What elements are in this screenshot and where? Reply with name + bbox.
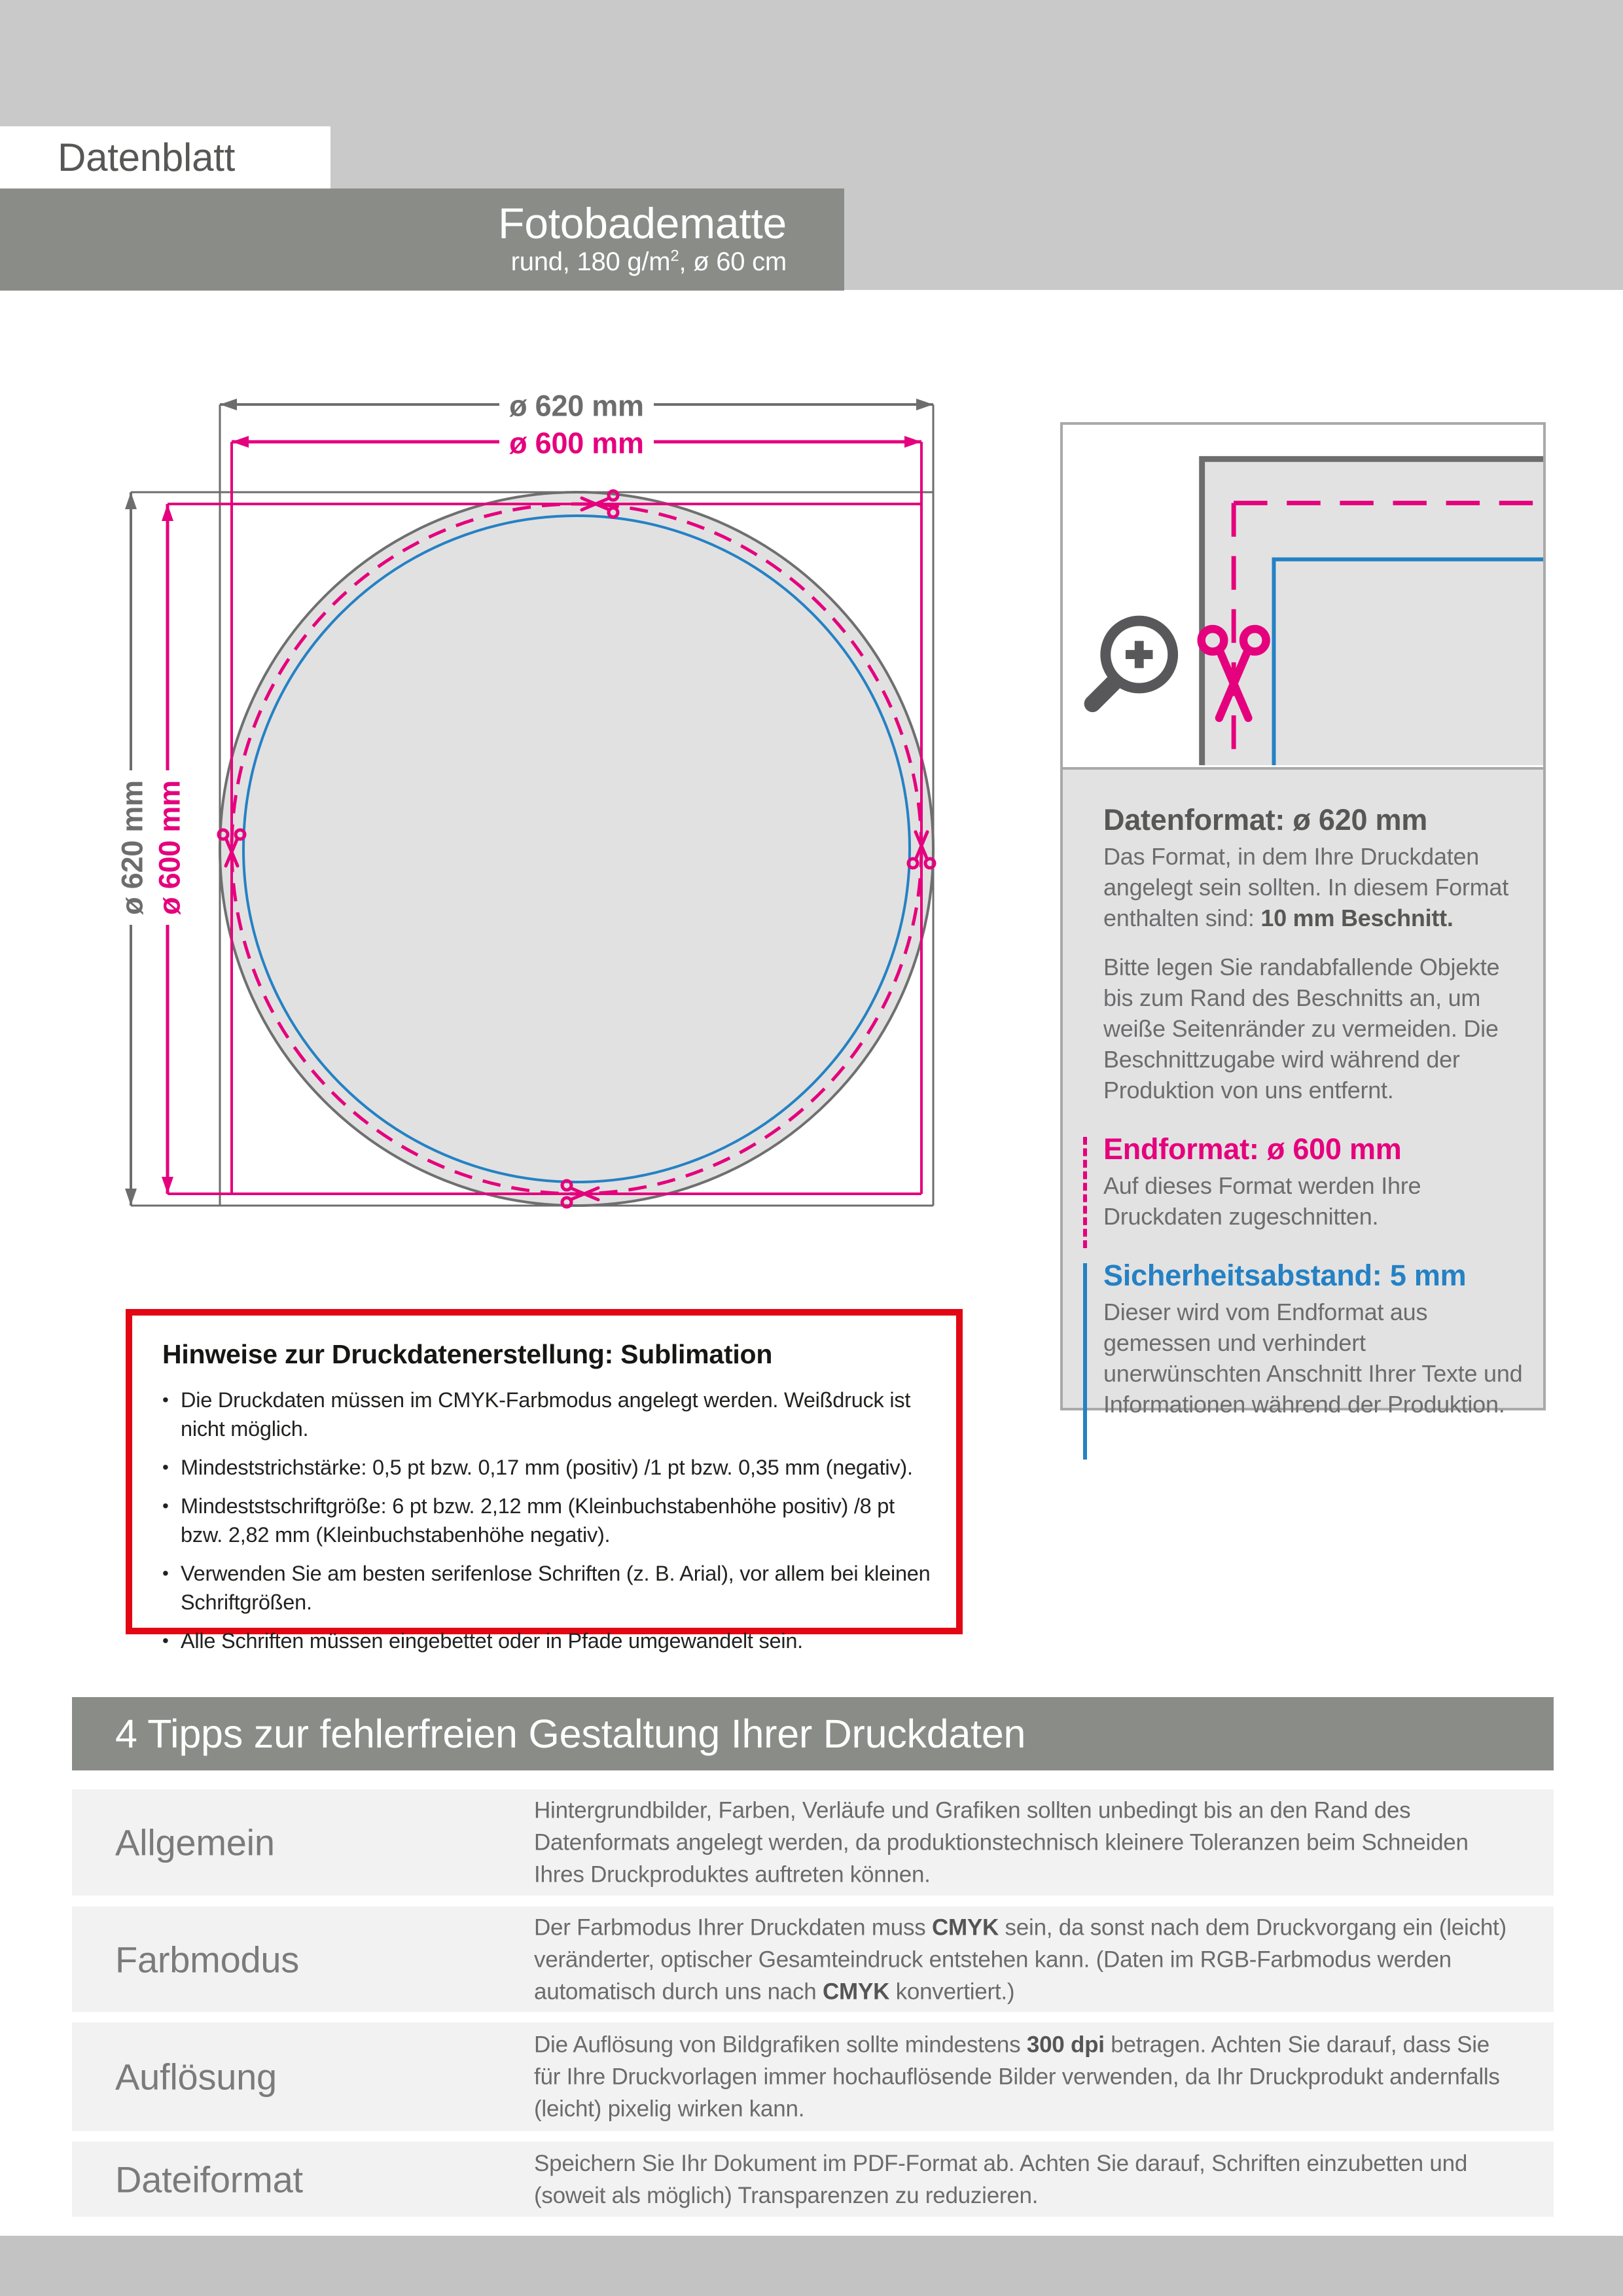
sicherheitsabstand-marker-line (1083, 1263, 1087, 1460)
tip-text: Der Farbmodus Ihrer Druckdaten muss CMYK sein, da sonst nach dem Druckvorgang ein (leicht) veränderter, optischer Gesamteindruck entstehen kann. (Daten im RGB-Farbmodus werden automatisch durch uns nach CMYK konvertiert.) (534, 1914, 1507, 2004)
tip-row-aufloesung (72, 2022, 1554, 2131)
tip-row-allgemein (72, 1789, 1554, 1895)
tips-banner-title: 4 Tipps zur fehlerfreien Gestaltung Ihrer Druckdaten (115, 1712, 1026, 1756)
tip-row-dateiformat (72, 2142, 1554, 2217)
product-banner (0, 188, 844, 291)
product-title: Fotobadematte (498, 198, 787, 247)
dim-620-vertical-label-group (114, 770, 149, 925)
tip-label: Farbmodus (115, 1939, 300, 1980)
hinweise-box (126, 1309, 963, 1653)
dim-620-horizontal-label: ø 620 mm (509, 389, 644, 423)
corner-detail-box (1060, 422, 1546, 767)
tip-text: Speichern Sie Ihr Dokument im PDF-Format ab. Achten Sie darauf, Schriften einzubetten und (soweit als möglich) Transparenzen zu reduzieren. (534, 2150, 1468, 2208)
arrowhead (125, 492, 137, 509)
tip-row-farbmodus (72, 1907, 1554, 2012)
arrowhead (162, 1177, 173, 1194)
hinweise-bullet: • Alle Schriften müssen eingebettet oder in Pfade umgewandelt sein. (162, 1626, 931, 1655)
bullet-dot: • (162, 1496, 169, 1516)
arrowhead (232, 436, 249, 448)
tip-text: Hintergrundbilder, Farben, Verläufe und Grafiken sollten unbedingt bis an den Rand des Datenformats angelegt werden, da produktionstechnisch kleinere Toleranzen beim Schneiden Ihres Druckproduktes auftreten können. (534, 1797, 1469, 1888)
endformat-text: Auf dieses Format werden Ihre Druckdaten zugeschnitten. (1103, 1172, 1421, 1230)
dim-620-vertical-label: ø 620 mm (115, 780, 149, 915)
dimension-diagram (0, 353, 982, 1270)
arrowhead (125, 1189, 137, 1206)
bullet-dot: • (162, 1390, 169, 1410)
arrowhead (220, 399, 237, 410)
bleed-area (1205, 461, 1543, 765)
tip-text: Die Auflösung von Bildgrafiken sollte mindestens 300 dpi betragen. Achten Sie darauf, dass Sie für Ihre Druckvorlagen immer hochauflösende Bilder verwenden, da Ihr Druckprodukt andernfalls (leicht) pixelig wirken kann. (534, 2032, 1500, 2122)
datenformat-circle (220, 492, 933, 1206)
tip-label: Allgemein (115, 1821, 275, 1863)
tip-label: Dateiformat (115, 2159, 303, 2200)
bullet-dot: • (162, 1563, 169, 1583)
datenblatt-label: Datenblatt (58, 135, 236, 179)
arrowhead (916, 399, 933, 410)
endformat-heading: Endformat: ø 600 mm (1103, 1132, 1402, 1166)
dim-600-horizontal-label: ø 600 mm (509, 426, 644, 460)
beschnitt-text: Bitte legen Sie randabfallende Objekte bis zum Rand des Beschnitts an, um weiße Seitenränder zu vermeiden. Die Beschnittzugabe wird während der Produktion von uns entfernt. (1103, 954, 1500, 1104)
datenformat-text: Das Format, in dem Ihre Druckdaten angelegt sein sollten. In diesem Format enthalten sind: 10 mm Beschnitt. (1103, 843, 1508, 932)
corner-detail-illustration (1063, 425, 1543, 767)
tip-label: Auflösung (115, 2056, 277, 2098)
hinweise-bullet: • Verwenden Sie am besten serifenlose Schriften (z. B. Arial), vor allem bei kleinen Schriftgrößen. (162, 1559, 931, 1617)
dim-600-vertical-label-group (151, 770, 187, 925)
tips-banner (72, 1697, 1554, 1770)
bullet-dot: • (162, 1457, 169, 1477)
product-subtitle: rund, 180 $g/m^2$, ø 60 cm (510, 247, 787, 277)
endformat-block (1103, 1132, 1525, 1232)
footer-band (0, 2236, 1623, 2296)
zoom-plus-icon (1093, 621, 1173, 704)
format-info-panel (1060, 767, 1546, 1418)
bullet-dot: • (162, 1630, 169, 1651)
hinweise-bullet: • Mindeststrichstärke: 0,5 pt bzw. 0,17 mm (positiv) /1 pt bzw. 0,35 mm (negativ). (162, 1453, 931, 1482)
hinweise-title: Hinweise zur Druckdatenerstellung: Sublimation (162, 1339, 773, 1369)
sicherheitsabstand-text: Dieser wird vom Endformat aus gemessen und verhindert unerwünschten Anschnitt Ihrer Texte und Informationen während der Produktion. (1103, 1299, 1523, 1418)
datenformat-heading: Datenformat: ø 620 mm (1103, 803, 1428, 836)
arrowhead (904, 436, 921, 448)
arrowhead (162, 504, 173, 521)
sicherheitsabstand-heading: Sicherheitsabstand: 5 mm (1103, 1259, 1467, 1293)
datenblatt-label-box (0, 126, 330, 188)
sicherheitsabstand-block (1103, 1258, 1525, 1420)
hinweise-bullet: • Mindeststschriftgröße: 6 pt bzw. 2,12 mm (Kleinbuchstabenhöhe positiv) /8 pt bzw. 2,82 mm (Kleinbuchstabenhöhe negativ). (162, 1492, 931, 1549)
hinweise-bullet: • Die Druckdaten müssen im CMYK-Farbmodus angelegt werden. Weißdruck ist nicht möglich. (162, 1386, 931, 1443)
endformat-marker-line (1083, 1137, 1087, 1248)
dim-600-vertical-label: ø 600 mm (152, 780, 187, 915)
